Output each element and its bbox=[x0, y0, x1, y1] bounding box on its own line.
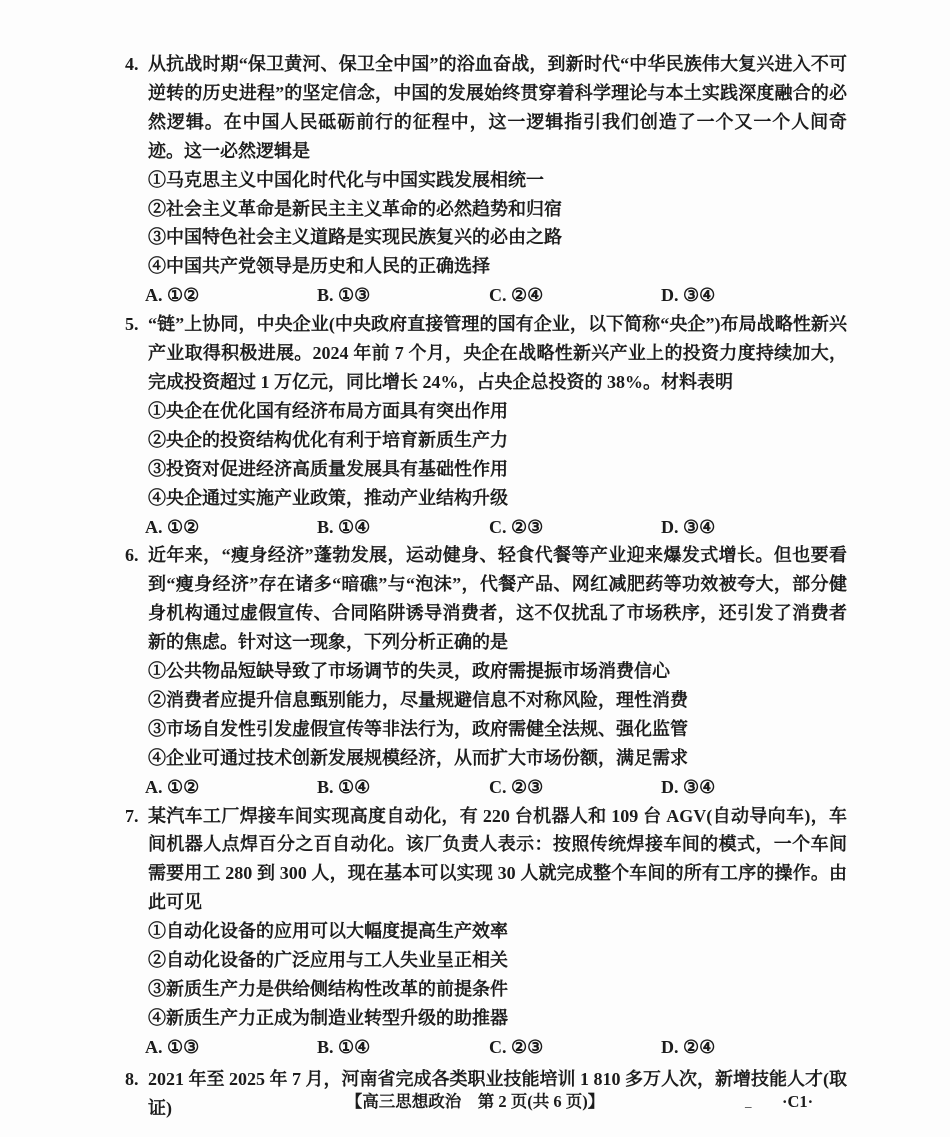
question-5-choice-d: D. ③④ bbox=[661, 516, 716, 537]
question-5-choices bbox=[125, 513, 847, 542]
question-5-number: 5. bbox=[125, 314, 139, 335]
question-6-statement-1: ①公共物品短缺导致了市场调节的失灵，政府需提振市场消费信心 bbox=[148, 661, 670, 682]
page-footer-title: 【高三思想政治 第 2 页(共 6 页)】 bbox=[345, 1092, 605, 1111]
question-7-statement-4: ④新质生产力正成为制造业转型升级的助推器 bbox=[148, 1007, 508, 1028]
question-7-stem bbox=[125, 802, 847, 918]
question-5 bbox=[125, 310, 847, 541]
question-7-choice-d: D. ②④ bbox=[661, 1036, 716, 1057]
question-7-choice-a: A. ①③ bbox=[145, 1036, 200, 1057]
question-4-statement-4: ④中国共产党领导是历史和人民的正确选择 bbox=[148, 256, 490, 277]
exam-page-content bbox=[125, 50, 847, 1123]
question-7-statement-2: ②自动化设备的广泛应用与工人失业呈正相关 bbox=[148, 950, 508, 971]
question-6 bbox=[125, 541, 847, 801]
question-6-choices bbox=[125, 773, 847, 802]
question-4-choice-d: D. ③④ bbox=[661, 285, 716, 306]
question-4-choice-a: A. ①② bbox=[145, 285, 200, 306]
question-7-choice-b: B. ①④ bbox=[317, 1036, 371, 1057]
question-4-statement-2: ②社会主义革命是新民主主义革命的必然趋势和归宿 bbox=[148, 198, 562, 219]
scan-artifact: _ bbox=[745, 1094, 752, 1109]
question-5-statement-1: ①央企在优化国有经济布局方面具有突出作用 bbox=[148, 400, 508, 421]
question-4-choice-b: B. ①③ bbox=[317, 285, 371, 306]
question-4 bbox=[125, 50, 847, 310]
page-footer-code: ·C1· bbox=[782, 1092, 814, 1111]
question-6-stem-text: 近年来，“瘦身经济”蓬勃发展，运动健身、轻食代餐等产业迎来爆发式增长。但也要看到“瘦身经济”存在诸多“暗礁”与“泡沫”，代餐产品、网红减肥药等功效被夸大，部分健身机构通过虚假宣传、合同陷阱诱导消费者，这不仅扰乱了市场秩序，还引发了消费者新的焦虑。针对这一现象，下列分析正确的是 bbox=[148, 545, 847, 653]
question-6-statement-3: ③市场自发性引发虚假宣传等非法行为，政府需健全法规、强化监管 bbox=[148, 718, 688, 739]
question-6-statement-2: ②消费者应提升信息甄别能力，尽量规避信息不对称风险，理性消费 bbox=[148, 689, 688, 710]
question-4-stem-text: 从抗战时期“保卫黄河、保卫全中国”的浴血奋战，到新时代“中华民族伟大复兴进入不可逆转的历史进程”的坚定信念，中国的发展始终贯穿着科学理论与本土实践深度融合的必然逻辑。在中国人民砥砺前行的征程中，这一逻辑指引我们创造了一个又一个人间奇迹。这一必然逻辑是 bbox=[148, 54, 847, 161]
question-5-statement-3: ③投资对促进经济高质量发展具有基础性作用 bbox=[148, 458, 508, 479]
question-5-statement-2: ②央企的投资结构优化有利于培育新质生产力 bbox=[148, 429, 508, 450]
question-7-stem-text: 某汽车工厂焊接车间实现高度自动化，有 220 台机器人和 109 台 AGV(自动导向车)，车间机器人点焊百分之百自动化。该厂负责人表示：按照传统焊接车间的模式，一个车间需要用工 280 到 300 人，现在基本可以实现 30 人就完成整个车间的所有工序的操作。由此可见 bbox=[148, 805, 847, 913]
question-4-statement-3: ③中国特色社会主义道路是实现民族复兴的必由之路 bbox=[148, 227, 562, 248]
question-4-number: 4. bbox=[125, 54, 139, 74]
question-4-choices bbox=[125, 281, 847, 310]
question-5-stem-text: “链”上协同，中央企业(中央政府直接管理的国有企业，以下简称“央企”)布局战略性新兴产业取得积极进展。2024 年前 7 个月，央企在战略性新兴产业上的投资力度持续加大，完成投资超过 1 万亿元，同比增长 24%，占央企总投资的 38%。材料表明 bbox=[148, 314, 847, 392]
question-5-choice-b: B. ①④ bbox=[317, 516, 371, 537]
question-6-choice-d: D. ③④ bbox=[661, 776, 716, 797]
question-7-statement-1: ①自动化设备的应用可以大幅度提高生产效率 bbox=[148, 921, 508, 942]
question-6-choice-c: C. ②③ bbox=[489, 776, 544, 797]
question-8-stem-text: 2021 年至 2025 年 7 月，河南省完成各类职业技能培训 1 810 多万人次，新增技能人才(取证) bbox=[148, 1068, 847, 1118]
question-5-choice-a: A. ①② bbox=[145, 516, 200, 537]
question-8-number: 8. bbox=[125, 1068, 139, 1089]
question-4-statement-1: ①马克思主义中国化时代化与中国实践发展相统一 bbox=[148, 169, 544, 190]
question-6-stem bbox=[125, 541, 847, 657]
question-4-choice-c: C. ②④ bbox=[489, 285, 544, 306]
question-7-statement-3: ③新质生产力是供给侧结构性改革的前提条件 bbox=[148, 979, 508, 999]
question-6-choice-b: B. ①④ bbox=[317, 776, 371, 797]
question-6-statement-4: ④企业可通过技术创新发展规模经济，从而扩大市场份额，满足需求 bbox=[148, 747, 688, 768]
question-6-choice-a: A. ①② bbox=[145, 776, 200, 797]
question-6-number: 6. bbox=[125, 545, 139, 566]
question-7-choice-c: C. ②③ bbox=[489, 1036, 544, 1057]
question-5-choice-c: C. ②③ bbox=[489, 516, 544, 537]
question-4-stem bbox=[125, 50, 847, 166]
question-5-statement-4: ④央企通过实施产业政策，推动产业结构升级 bbox=[148, 487, 508, 508]
question-7 bbox=[125, 802, 847, 1062]
question-7-choices bbox=[125, 1033, 847, 1062]
question-7-number: 7. bbox=[125, 805, 139, 826]
question-5-stem bbox=[125, 310, 847, 397]
